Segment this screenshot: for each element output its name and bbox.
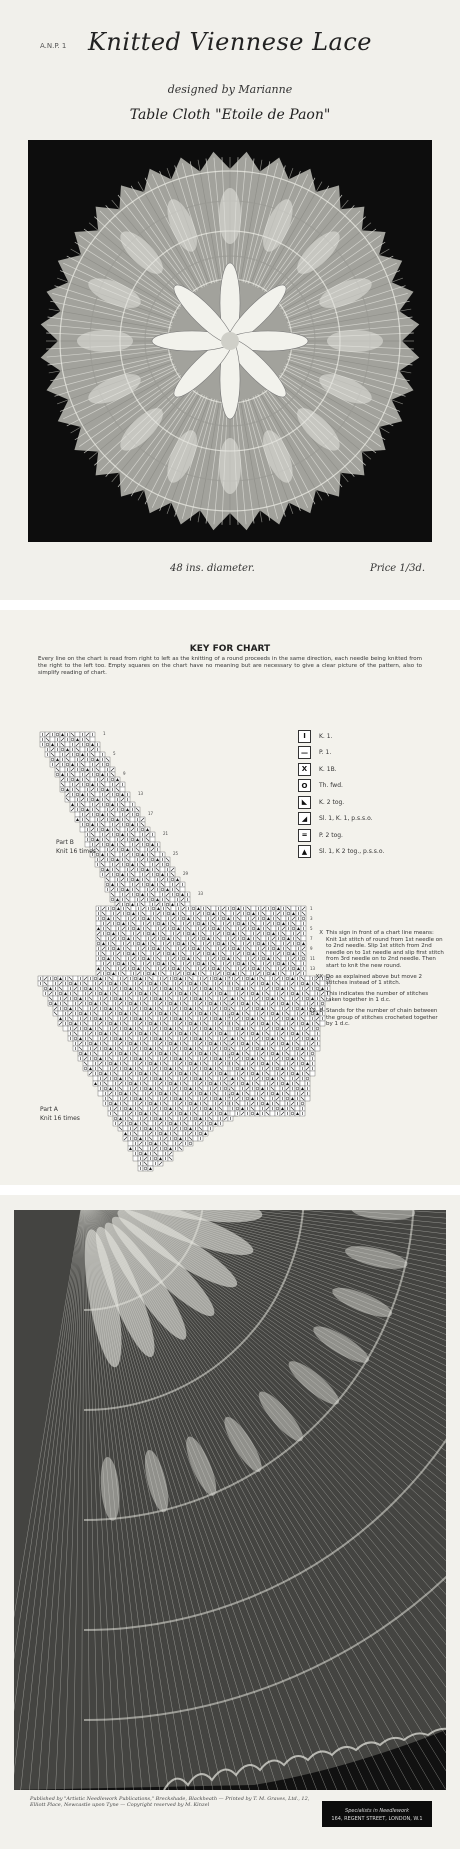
key-label: P. 1.: [319, 749, 332, 757]
diameter-caption: 48 ins. diameter.: [170, 563, 255, 574]
svg-text:33: 33: [198, 891, 204, 896]
key-item: [298, 811, 448, 828]
part-a-label: [40, 1105, 80, 1123]
note-mark: 12, 8: [309, 1007, 323, 1014]
key-item: [298, 728, 448, 745]
key-symbol-k2tog-icon: ◣: [298, 796, 311, 809]
page-title: Knitted Viennese Lace: [88, 28, 372, 56]
key-item: [298, 794, 448, 811]
key-item: [298, 827, 448, 844]
part-b-repeat: Knit 16 times: [56, 848, 96, 855]
note-item: [297, 1008, 445, 1028]
note-mark: ⌒: [317, 990, 323, 997]
part-b-label: [56, 838, 96, 856]
key-item: [298, 844, 448, 861]
chart-part-b: [40, 731, 204, 912]
shop-tagline: Specialists in Needlework: [345, 1808, 409, 1814]
lace-closeup-photo: [14, 1210, 446, 1790]
svg-text:29: 29: [183, 871, 189, 876]
part-b-name: Part B: [56, 839, 74, 846]
key-label: Sl. 1, K 2 tog., p.s.s.o.: [319, 848, 385, 856]
key-symbol-k1-icon: I: [298, 730, 311, 743]
key-item: [298, 778, 448, 795]
pattern-subtitle: Table Cloth "Etoile de Paon": [129, 107, 331, 123]
note-mark: X: [319, 930, 323, 936]
lace-closeup-illustration: [14, 1210, 446, 1790]
key-label: K. 1.: [319, 732, 333, 740]
key-item: [298, 745, 448, 762]
svg-text:25: 25: [173, 851, 179, 856]
chart-notes: [297, 930, 445, 1032]
pattern-number: A.N.P. 1: [40, 42, 67, 50]
shop-stamp: [322, 1801, 432, 1827]
part-a-name: Part A: [40, 1106, 58, 1113]
key-symbol-k1b-icon: X: [298, 763, 311, 776]
note-mark: XX: [315, 973, 323, 980]
note-text: Stands for the number of chain between the group of stitches crocheted together by 1 d.c.: [326, 1007, 438, 1028]
note-text: This indicates the number of stitches taken together in 1 d.c.: [326, 990, 429, 1004]
note-text: Do as explained above but move 2 stitches instead of 1 stitch.: [326, 973, 423, 987]
key-symbol-skp-icon: ◢: [298, 812, 311, 825]
svg-text:1: 1: [103, 731, 106, 736]
key-label: P. 2 tog.: [319, 831, 343, 839]
publisher-imprint: Published by "Artistic Needlework Publications," Breckshade, Blackheath — Printed by T. M. Graves, Ltd., 12, Elliott Place, Newcastle upon Tyne — Copyright reserved by M. Kinzel: [30, 1796, 310, 1808]
key-label: K. 1B.: [319, 765, 337, 773]
chart-intro: Every line on the chart is read from right to left as the knitting of a round proceeds in the same direction, each needle being knitted from the right to the left too. Empty squares on the chart have no meaning but are necessary to give a clear picture of the pattern, also to simplify reading of chart.: [38, 656, 422, 676]
key-symbol-p2tog-icon: =: [298, 829, 311, 842]
key-label: Sl. 1, K. 1, p.s.s.o.: [319, 815, 373, 823]
designer-credit: designed by Marianne: [167, 83, 293, 96]
shop-address: 164, REGENT STREET, LONDON, W.1: [331, 1816, 423, 1822]
chart-part-a: [38, 906, 330, 1171]
key-label: K. 2 tog.: [319, 798, 345, 806]
note-item: [297, 930, 445, 970]
key-symbol-p1-icon: —: [298, 746, 311, 759]
part-a-repeat: Knit 16 times: [40, 1115, 80, 1122]
svg-text:21: 21: [163, 831, 169, 836]
svg-text:13: 13: [138, 791, 144, 796]
price-caption: Price 1/3d.: [370, 563, 426, 574]
svg-text:5: 5: [113, 751, 116, 756]
key-label: Th. fwd.: [319, 782, 343, 790]
key-symbol-yarn-forward-icon: O: [298, 779, 311, 792]
note-item: [297, 974, 445, 987]
note-item: [297, 991, 445, 1004]
key-title: KEY FOR CHART: [189, 644, 271, 654]
key-item: [298, 761, 448, 778]
key-list: [298, 728, 448, 860]
note-text: This sign in front of a chart line means: Knit 1st stitch of round from 1st needle on to 2nd needle. Slip 1st stitch from 2nd needle on to 1st needle and slip first stitch from 3rd needle on to 2nd needle. Then start to knit the new round.: [326, 930, 444, 969]
svg-text:9: 9: [123, 771, 126, 776]
key-symbol-sk2p-icon: ▲: [298, 845, 311, 858]
svg-text:17: 17: [148, 811, 154, 816]
